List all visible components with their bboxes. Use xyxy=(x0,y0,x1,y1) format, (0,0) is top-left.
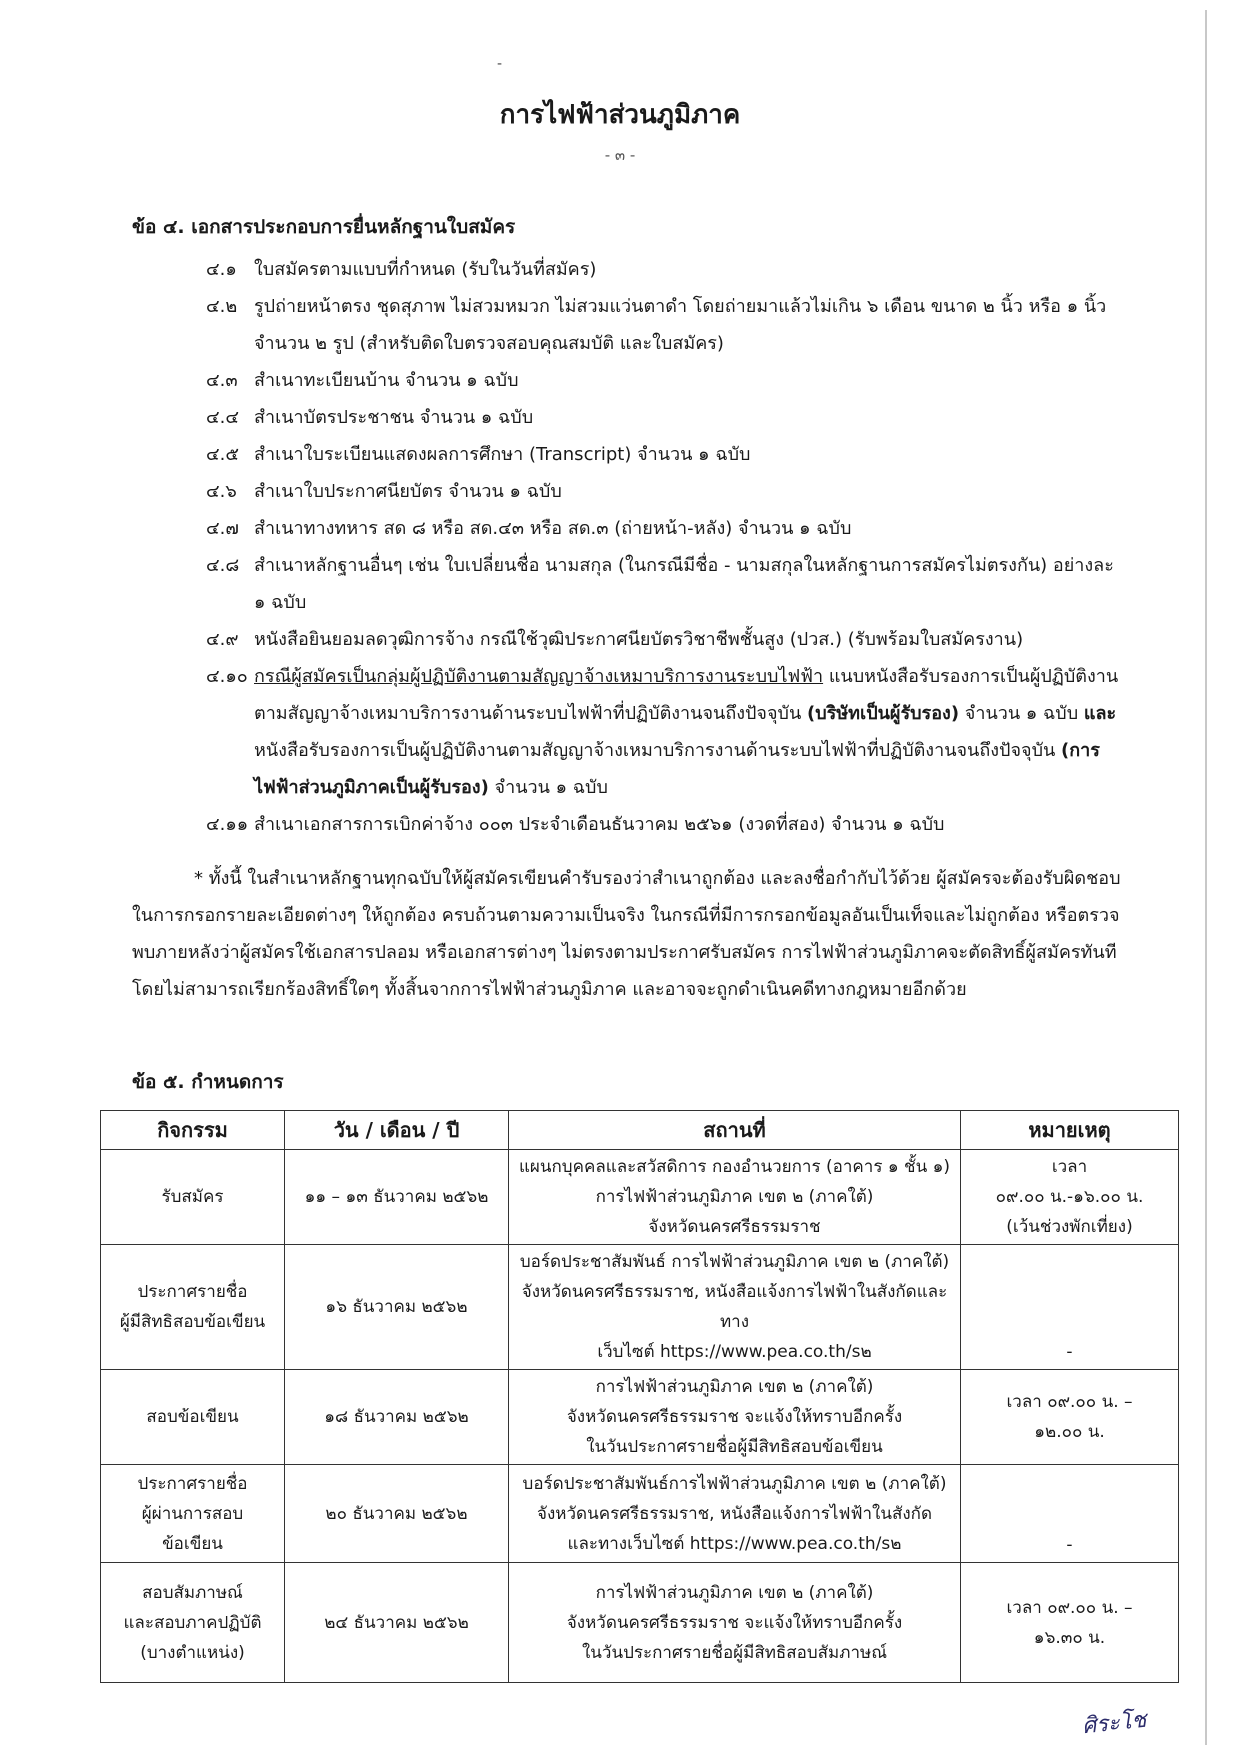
table-row xyxy=(101,1563,1179,1683)
cell-line: (บางตำแหน่ง) xyxy=(140,1642,245,1663)
item-bold-text: (บริษัทเป็นผู้รับรอง) xyxy=(806,703,960,724)
list-item xyxy=(206,251,1126,288)
item-text: สำเนาเอกสารการเบิกค่าจ้าง ๐๐๓ ประจำเดือนธันวาคม ๒๕๖๑ (งวดที่สอง) จำนวน ๑ ฉบับ xyxy=(254,814,945,835)
cell-line: ข้อเขียน xyxy=(162,1533,223,1554)
item-bold-text: และ xyxy=(1083,703,1117,724)
item-number: ๔.๗ xyxy=(206,518,239,539)
cell-line: - xyxy=(1066,1535,1073,1555)
cell-line: ๑๖.๓๐ น. xyxy=(1033,1627,1106,1648)
activity-cell xyxy=(101,1245,285,1370)
item-text-part: หนังสือรับรองการเป็นผู้ปฏิบัติงานตามสัญญาจ้างเหมาบริการงานด้านระบบไฟฟ้าที่ปฏิบัติงานจนถึงปัจจุบัน xyxy=(254,740,1062,761)
remark-cell xyxy=(961,1150,1179,1245)
cell-line: จังหวัดนครศรีธรรมราช xyxy=(648,1217,821,1237)
cell-line: และสอบภาคปฏิบัติ xyxy=(123,1612,262,1633)
cell-line: รับสมัคร xyxy=(161,1187,224,1207)
cell-line: บอร์ดประชาสัมพันธ์ การไฟฟ้าส่วนภูมิภาค เขต ๒ (ภาคใต้) xyxy=(519,1252,950,1272)
cell-line: เวลา ๐๙.๐๐ น. – xyxy=(1006,1597,1133,1618)
cell-line: ประกาศรายชื่อ xyxy=(137,1473,248,1494)
activity-cell xyxy=(101,1370,285,1465)
cell-line: สอบสัมภาษณ์ xyxy=(142,1582,243,1603)
item-text: สำเนาทะเบียนบ้าน จำนวน ๑ ฉบับ xyxy=(254,370,519,391)
cell-line: - xyxy=(1066,1342,1073,1362)
activity-cell xyxy=(101,1465,285,1563)
cell-line: ประกาศรายชื่อ xyxy=(137,1282,248,1302)
organization-title: การไฟฟ้าส่วนภูมิภาค xyxy=(499,100,741,130)
cell-line: ในวันประกาศรายชื่อผู้มีสิทธิสอบสัมภาษณ์ xyxy=(582,1642,887,1663)
date-cell: ๒๐ ธันวาคม ๒๕๖๒ xyxy=(285,1465,509,1563)
item-number: ๔.๑ xyxy=(206,259,237,280)
item-text: ใบสมัครตามแบบที่กำหนด (รับในวันที่สมัคร) xyxy=(254,259,597,280)
column-header-activity: กิจกรรม xyxy=(101,1111,285,1150)
item-number: ๔.๕ xyxy=(206,444,239,465)
cell-line: ในวันประกาศรายชื่อผู้มีสิทธิสอบข้อเขียน xyxy=(586,1437,883,1457)
item-text-part: จำนวน ๑ ฉบับ xyxy=(959,703,1084,724)
item-underlined-text: กรณีผู้สมัครเป็นกลุ่มผู้ปฏิบัติงานตามสัญญาจ้างเหมาบริการงานระบบไฟฟ้า xyxy=(254,666,824,687)
list-item xyxy=(206,510,1126,547)
cell-line: เวลา xyxy=(1051,1157,1088,1177)
item-text: สำเนาบัตรประชาชน จำนวน ๑ ฉบับ xyxy=(254,407,534,428)
activity-cell xyxy=(101,1563,285,1683)
table-row xyxy=(101,1465,1179,1563)
list-item xyxy=(206,399,1126,436)
date-cell: ๒๔ ธันวาคม ๒๕๖๒ xyxy=(285,1563,509,1683)
remark-cell xyxy=(961,1563,1179,1683)
page-number: - ๓ - xyxy=(604,146,636,164)
item-number: ๔.๑๑ xyxy=(206,814,249,835)
item-text: สำเนาใบประกาศนียบัตร จำนวน ๑ ฉบับ xyxy=(254,481,562,502)
list-item xyxy=(206,658,1126,806)
list-item xyxy=(206,473,1126,510)
item-number: ๔.๘ xyxy=(206,555,240,576)
table-row xyxy=(101,1370,1179,1465)
activity-cell xyxy=(101,1150,285,1245)
section-4-heading: ข้อ ๔. เอกสารประกอบการยื่นหลักฐานใบสมัคร xyxy=(132,216,516,238)
list-item xyxy=(206,547,1126,621)
table-row xyxy=(101,1150,1179,1245)
cell-line: บอร์ดประชาสัมพันธ์การไฟฟ้าส่วนภูมิภาค เขต ๒ (ภาคใต้) xyxy=(522,1473,947,1494)
item-text: สำเนาใบระเบียนแสดงผลการศึกษา (Transcript) จำนวน ๑ ฉบับ xyxy=(254,444,751,465)
cell-line: ๐๙.๐๐ น.-๑๖.๐๐ น. xyxy=(995,1187,1144,1207)
cell-line: การไฟฟ้าส่วนภูมิภาค เขต ๒ (ภาคใต้) xyxy=(595,1187,874,1207)
table-header-row xyxy=(101,1111,1179,1150)
cell-line: (เว้นช่วงพักเที่ยง) xyxy=(1006,1217,1133,1237)
cell-line: การไฟฟ้าส่วนภูมิภาค เขต ๒ (ภาคใต้) xyxy=(595,1582,874,1603)
date-cell: ๑๑ – ๑๓ ธันวาคม ๒๕๖๒ xyxy=(285,1150,509,1245)
cell-line: จังหวัดนครศรีธรรมราช, หนังสือแจ้งการไฟฟ้าในสังกัด xyxy=(537,1503,932,1524)
tick-mark: - xyxy=(497,56,503,72)
list-item xyxy=(206,436,1126,473)
item-text xyxy=(254,658,1126,806)
cell-line: การไฟฟ้าส่วนภูมิภาค เขต ๒ (ภาคใต้) xyxy=(595,1377,874,1397)
item-number: ๔.๓ xyxy=(206,370,238,391)
remark-cell xyxy=(961,1465,1179,1563)
list-item xyxy=(206,288,1126,362)
list-item xyxy=(206,362,1126,399)
schedule-table xyxy=(100,1110,1179,1683)
document-list xyxy=(206,251,1126,843)
item-text: หนังสือยินยอมลดวุฒิการจ้าง กรณีใช้วุฒิประกาศนียบัตรวิชาชีพชั้นสูง (ปวส.) (รับพร้อมใบสมัครงาน) xyxy=(254,629,1024,650)
item-text-part: แนบหนังสือรับรองการเป็นผู้ปฏิบัติงานตามสัญญาจ้างเหมาบริการงานด้านระบบไฟฟ้าที่ปฏิบัติงานจนถึงปัจจุบัน xyxy=(254,666,1119,724)
scan-edge-line xyxy=(1205,10,1207,1745)
section-5-heading: ข้อ ๕. กำหนดการ xyxy=(132,1071,284,1093)
remark-cell xyxy=(961,1245,1179,1370)
place-cell xyxy=(509,1150,961,1245)
item-number: ๔.๖ xyxy=(206,481,237,502)
cell-line: เวลา ๐๙.๐๐ น. – xyxy=(1006,1392,1133,1412)
column-header-remark: หมายเหตุ xyxy=(961,1111,1179,1150)
item-number: ๔.๑๐ xyxy=(206,666,248,687)
cell-line: จังหวัดนครศรีธรรมราช จะแจ้งให้ทราบอีกครั้ง xyxy=(566,1612,903,1633)
item-text: สำเนาทางทหาร สด ๘ หรือ สด.๔๓ หรือ สด.๓ (ถ่ายหน้า-หลัง) จำนวน ๑ ฉบับ xyxy=(254,518,852,539)
item-number: ๔.๒ xyxy=(206,296,238,317)
item-text: รูปถ่ายหน้าตรง ชุดสุภาพ ไม่สวมหมวก ไม่สวมแว่นตาดำ โดยถ่ายมาแล้วไม่เกิน ๖ เดือน ขนาด ๒ นิ้ว หรือ ๑ นิ้ว จำนวน ๒ รูป (สำหรับติดใบตรวจสอบคุณสมบัติ และใบสมัคร) xyxy=(254,296,1107,354)
cell-line: ผู้ผ่านการสอบ xyxy=(141,1503,244,1524)
cell-line: ผู้มีสิทธิสอบข้อเขียน xyxy=(119,1312,266,1332)
place-cell xyxy=(509,1465,961,1563)
item-number: ๔.๔ xyxy=(206,407,239,428)
list-item xyxy=(206,621,1126,658)
handwritten-signature: ศิระโช xyxy=(1080,1707,1148,1740)
disclaimer-note: * ทั้งนี้ ในสำเนาหลักฐานทุกฉบับให้ผู้สมัครเขียนคำรับรองว่าสำเนาถูกต้อง และลงชื่อกำกับไว้ด้วย ผู้สมัครจะต้องรับผิดชอบในการกรอกรายละเอียดต่างๆ ให้ถูกต้อง ครบถ้วนตามความเป็นจริง ในกรณีที่มีการกรอกข้อมูลอันเป็นเท็จและไม่ถูกต้อง หรือตรวจพบภายหลังว่าผู้สมัครใช้เอกสารปลอม หรือเอกสารต่างๆ ไม่ตรงตามประกาศรับสมัคร การไฟฟ้าส่วนภูมิภาคจะตัดสิทธิ์ผู้สมัครทันที โดยไม่สามารถเรียกร้องสิทธิ์ใดๆ ทั้งสิ้นจากการไฟฟ้าส่วนภูมิภาค และอาจจะถูกดำเนินคดีทางกฎหมายอีกด้วย xyxy=(132,868,1121,1000)
place-cell xyxy=(509,1370,961,1465)
place-cell xyxy=(509,1563,961,1683)
item-text-part: จำนวน ๑ ฉบับ xyxy=(488,777,608,798)
cell-line: จังหวัดนครศรีธรรมราช จะแจ้งให้ทราบอีกครั้ง xyxy=(566,1407,903,1427)
cell-line: และทางเว็บไซต์ https://www.pea.co.th/s๒ xyxy=(567,1533,902,1554)
cell-line: สอบข้อเขียน xyxy=(146,1407,239,1427)
date-cell: ๑๘ ธันวาคม ๒๕๖๒ xyxy=(285,1370,509,1465)
remark-cell xyxy=(961,1370,1179,1465)
date-cell: ๑๖ ธันวาคม ๒๕๖๒ xyxy=(285,1245,509,1370)
item-bold-text: (การไฟฟ้าส่วนภูมิภาคเป็นผู้รับรอง) xyxy=(254,740,1100,798)
item-text: สำเนาหลักฐานอื่นๆ เช่น ใบเปลี่ยนชื่อ นามสกุล (ในกรณีมีชื่อ - นามสกุลในหลักฐานการสมัครไม่ตรงกัน) อย่างละ ๑ ฉบับ xyxy=(254,555,1114,613)
item-number: ๔.๙ xyxy=(206,629,239,650)
cell-line: เว็บไซต์ https://www.pea.co.th/s๒ xyxy=(597,1342,872,1362)
table-row xyxy=(101,1245,1179,1370)
cell-line: ๑๒.๐๐ น. xyxy=(1034,1422,1105,1442)
cell-line: จังหวัดนครศรีธรรมราช, หนังสือแจ้งการไฟฟ้าในสังกัดและทาง xyxy=(521,1282,948,1332)
column-header-date: วัน / เดือน / ปี xyxy=(285,1111,509,1150)
cell-line: แผนกบุคคลและสวัสดิการ กองอำนวยการ (อาคาร ๑ ชั้น ๑) xyxy=(518,1157,951,1177)
place-cell xyxy=(509,1245,961,1370)
list-item xyxy=(206,806,1126,843)
column-header-place: สถานที่ xyxy=(509,1111,961,1150)
